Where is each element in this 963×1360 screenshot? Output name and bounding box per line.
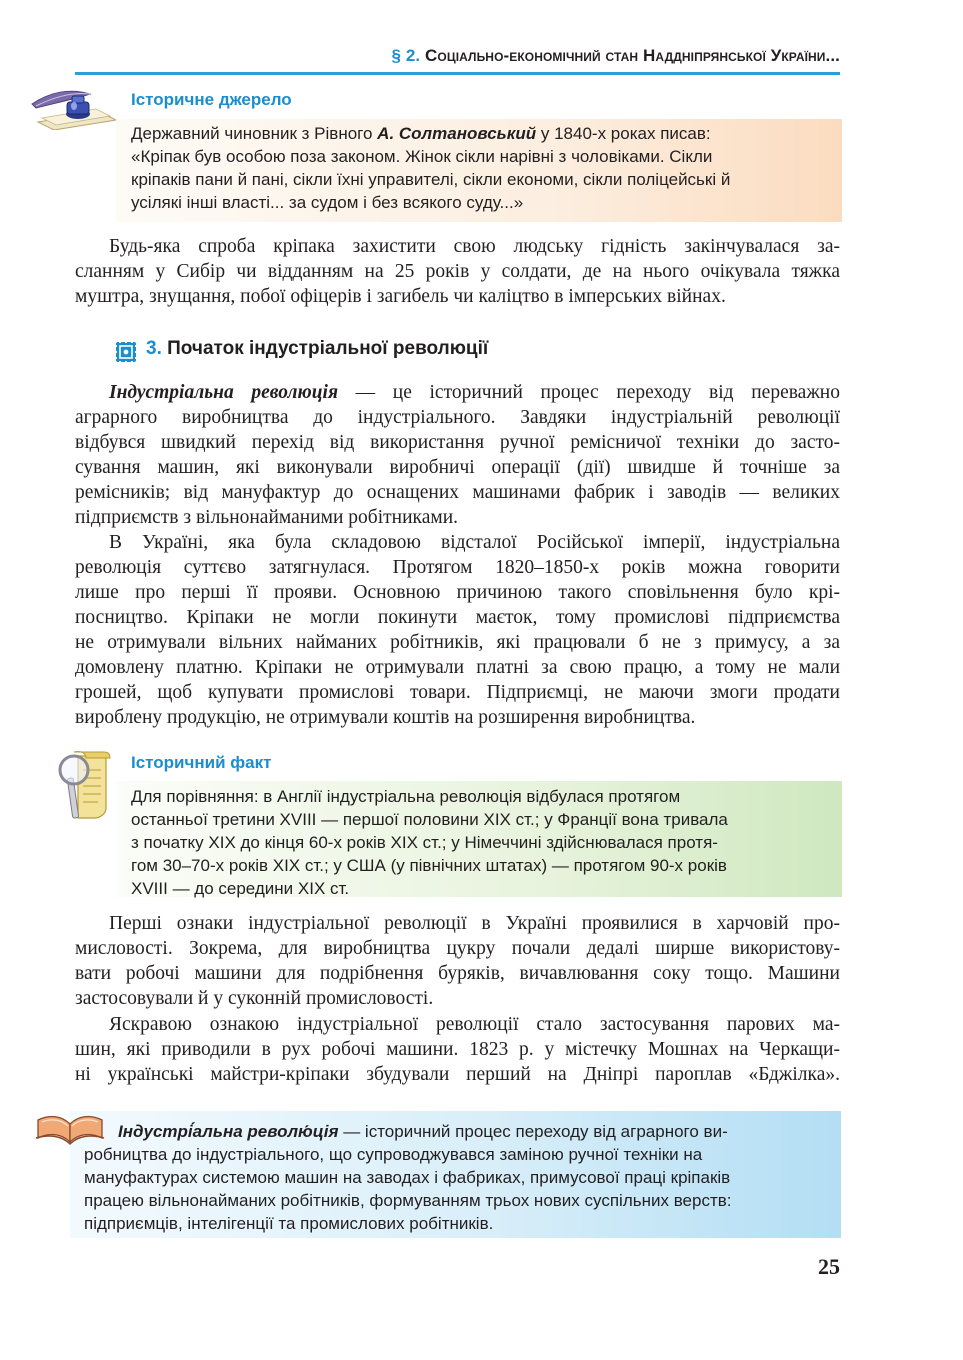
paragraph-line: Перші ознаки індустріальної революції в Україні проявилися в харчовій про-: [109, 913, 840, 934]
running-header-text: [391, 46, 840, 66]
paragraph-line: вати робочі машини для подрібнення буряків, вичавлювання соку тощо. Машини: [75, 963, 840, 984]
paragraph-line: аграрного виробництва до індустріального. Завдяки індустріальній революції: [75, 407, 840, 428]
definition-line-4: працею вільнонайманих робітників, формуванням трьох нових суспільних верств:: [84, 1191, 732, 1210]
source-box-label: Історичне джерело: [131, 90, 292, 109]
paragraph-line: підприємств з вільнонайманими робітниками.: [75, 507, 459, 528]
source-author: А. Солтановський: [377, 124, 537, 143]
paragraph-line: мисловості. Зокрема, для виробництва цукру почали дедалі ширше використову-: [75, 938, 840, 959]
definition-term: Індустрі́альна револю́ція: [118, 1122, 339, 1141]
running-header: [75, 44, 840, 75]
paragraph-line: ні українські майстри-кріпаки збудували перший на Дніпрі пароплав «Бджілка».: [75, 1064, 840, 1085]
definition-line-5: підприємців, інтелігенції та промислових робітників.: [84, 1214, 494, 1233]
source-line-1: Державний чиновник з Рівного А. Солтановський у 1840-х роках писав:: [131, 124, 711, 143]
paragraph-5: [75, 1012, 840, 1087]
paragraph-line: шин, які приводили в рух робочі машини. 1823 р. у містечку Мошнах на Черкащи-: [75, 1039, 840, 1060]
header-section-number: § 2.: [391, 46, 421, 65]
source-line-3: кріпаків пани й пані, сікли їхні управителі, сікли економи, сікли поліцейські й: [131, 170, 731, 189]
paragraph-2: [75, 380, 840, 530]
section-title: Початок індустріальної революції: [167, 338, 489, 359]
paragraph-line: відбувся швидкий перехід від використання ручної ремісничої техніки до засто-: [75, 432, 840, 453]
source-line-2: «Кріпак був особою поза законом. Жінок сікли нарівні з чоловіками. Сікли: [131, 147, 713, 166]
paragraph-line: домовлену платню. Кріпаки не отримували платні за свою працю, а тому не мали: [75, 657, 840, 678]
paragraph-line: Яскравою ознакою індустріальної революції стало застосування парових ма-: [109, 1014, 840, 1035]
historical-fact-text: [131, 785, 831, 900]
scroll-magnifier-icon: [56, 748, 116, 824]
paragraph-line: посництво. Кріпаки не могли покинути маєток, тому промислові підприємства: [75, 607, 840, 628]
definition-line-1: Індустрі́альна револю́ція — історичний процес переходу від аграрного ви-: [118, 1122, 728, 1141]
paragraph-line: грошей, щоб купувати промислові товари. Підприємці, не маючи змоги продати: [75, 682, 840, 703]
section-number: 3.: [146, 338, 162, 359]
header-title: Соціально-економічний стан Наддніпрянської України...: [425, 46, 840, 65]
paragraph-line: ремісників; від мануфактур до оснащених машинами фабрик і заводів — великих: [75, 482, 840, 503]
paragraph-line: вироблену продукцію, не отримували коштів на розширення виробництва.: [75, 707, 696, 728]
fact-line-4: гом 30–70-х років XIX ст.; у США (у північних штатах) — протягом 90-х років: [131, 856, 727, 875]
term-industrial-revolution: Індустріальна революція: [109, 382, 339, 403]
paragraph-line: муштра, знущання, побої офіцерів і загибель чи каліцтво в імперських війнах.: [75, 286, 726, 307]
paragraph-line: сланням у Сибір чи відданням на 25 років у солдати, де на нього очікувала тяжка: [75, 261, 840, 282]
fact-line-3: з початку XIX до кінця 60-х років XIX ст.; у Німеччині здійснювалася протя-: [131, 833, 718, 852]
paragraph-line: Індустріальна революція — це історичний процес переходу від переважно: [109, 382, 840, 403]
definition-text: [84, 1120, 834, 1235]
definition-line-2: робництва до індустріального, що супроводжувався заміною ручної техніки на: [84, 1145, 703, 1164]
source-line-4: усілякі інші власті... за судом і без всякого суду...»: [131, 193, 524, 212]
paragraph-3: [75, 530, 840, 730]
paragraph-line: застосовували й у суконній промисловості.: [75, 988, 434, 1009]
paragraph-line: революція суттєво затягнулася. Протягом 1820–1850-х років можна говорити: [75, 557, 840, 578]
fact-line-5: XVIII — до середини XIX ст.: [131, 879, 350, 898]
fact-box-label: Історичний факт: [131, 753, 272, 772]
definition-line-3: мануфактурах системою машин на заводах і фабриках, примусової праці кріпаків: [84, 1168, 731, 1187]
paragraph-line: В Україні, яка була складовою відсталої Російської імперії, індустріальна: [109, 532, 840, 553]
inkwell-quill-icon: [30, 84, 118, 130]
historical-source-text: [131, 122, 831, 214]
page-number: 25: [818, 1254, 840, 1279]
paragraph-line: Будь-яка спроба кріпака захистити свою людську гідність закінчувалася за-: [109, 236, 840, 257]
gear-frame-icon: [114, 340, 138, 364]
paragraph-line: лише про перші її прояви. Основною причиною такого сповільнення було крі-: [75, 582, 840, 603]
paragraph-4: [75, 911, 840, 1011]
paragraph-1: [75, 234, 840, 309]
paragraph-line: сування машин, які виконували виробничі операції (дії) швидше й точніше за: [75, 457, 840, 478]
fact-line-1: Для порівняння: в Англії індустріальна революція відбулася протягом: [131, 787, 681, 806]
fact-line-2: останньої третини XVIII — першої половини XIX ст.; у Франції вона тривала: [131, 810, 728, 829]
section-heading: [146, 338, 488, 364]
paragraph-line: не отримували вільних найманих робітників, які працювали б не з примусу, а за: [75, 632, 840, 653]
